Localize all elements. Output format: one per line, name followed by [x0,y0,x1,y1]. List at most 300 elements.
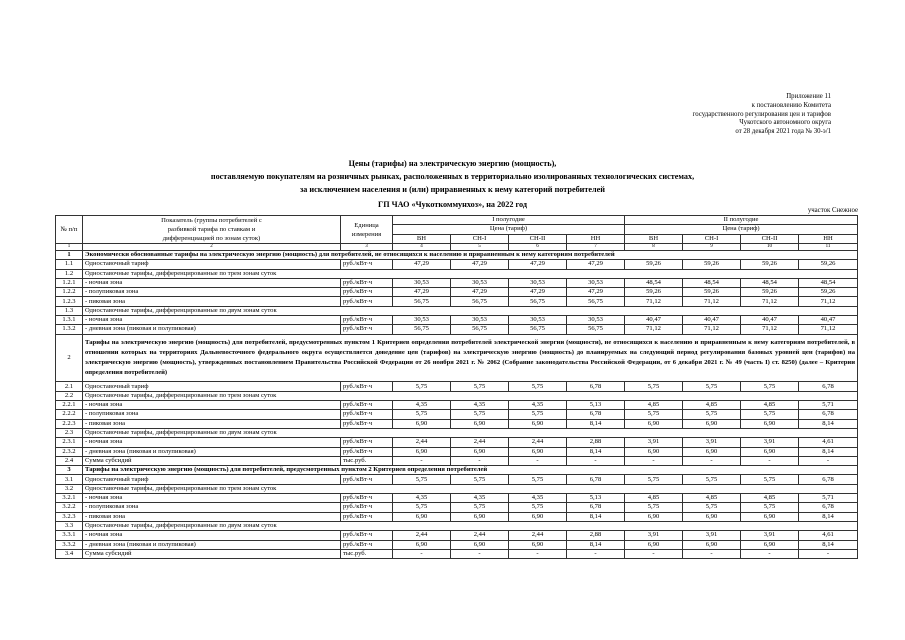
tariff-value: 6,90 [625,540,683,549]
tariff-value: 6,78 [567,382,625,391]
tariff-value: 5,75 [509,475,567,484]
row-indicator: - ночная зона [83,278,341,287]
tariff-value: - [741,549,799,558]
tariff-value: 6,90 [741,540,799,549]
row-unit: руб./кВт·ч [341,410,393,419]
table-row [56,521,858,530]
header-level: НН [799,234,858,243]
tariff-value: 8,14 [799,419,858,428]
row-unit: руб./кВт·ч [341,382,393,391]
tariff-value: 40,47 [741,316,799,325]
row-indicator: - полупиковая зона [83,288,341,297]
tariff-value: - [625,456,683,465]
row-number: 2.2.3 [56,419,83,428]
row-number: 3.1 [56,475,83,484]
table-row [56,503,858,512]
row-number: 3.3 [56,521,83,530]
tariff-value: 3,91 [683,531,741,540]
tariff-value: 8,14 [799,512,858,521]
tariff-value: 5,75 [625,475,683,484]
tariff-value: 40,47 [799,316,858,325]
column-number: 7 [567,244,625,251]
tariff-value: 6,90 [393,512,451,521]
tariff-value: 5,75 [683,410,741,419]
section-heading: Тарифы на электрическую энергию (мощность) для потребителей, предусмотренных пунктом 2 Критериев определения потребителей [83,466,858,475]
document-title [0,157,905,211]
row-indicator: - дневная зона (пиковая и полупиковая) [83,540,341,549]
header-level: СН-I [683,234,741,243]
tariff-value: 56,75 [451,297,509,306]
header-level: ВН [625,234,683,243]
tariff-value: 47,29 [509,260,567,269]
tariff-value: 6,78 [799,503,858,512]
tariff-value: 30,53 [509,316,567,325]
row-indicator: - ночная зона [83,494,341,503]
tariff-value: 59,26 [683,288,741,297]
tariff-value: 71,12 [741,325,799,334]
tariff-value: 48,54 [683,278,741,287]
tariff-value: 4,35 [393,494,451,503]
tariff-value: 30,53 [393,316,451,325]
tariff-value: 2,44 [451,531,509,540]
table-row [56,334,858,382]
tariff-value: 6,90 [393,540,451,549]
tariff-value: 5,75 [741,503,799,512]
tariff-value: 3,91 [683,438,741,447]
column-number: 4 [393,244,451,251]
tariff-value: 48,54 [625,278,683,287]
row-indicator: Сумма субсидий [83,456,341,465]
row-unit: руб./кВт·ч [341,260,393,269]
row-number: 1.3 [56,306,83,315]
header-level: ВН [393,234,451,243]
tariff-table [55,215,858,559]
group-heading: Одноставочные тарифы, дифференцированные по трем зонам суток [83,391,858,400]
row-number: 3.4 [56,549,83,558]
row-number: 2.2 [56,391,83,400]
tariff-value: 47,29 [509,288,567,297]
tariff-value: 6,90 [509,447,567,456]
tariff-value: 8,14 [567,540,625,549]
tariff-value: 4,35 [393,401,451,410]
table-row [56,466,858,475]
tariff-value: 8,14 [567,419,625,428]
header-price-1: Цена (тариф) [393,225,625,234]
tariff-value: 59,26 [683,260,741,269]
table-body [56,251,858,559]
row-number: 1 [56,251,83,260]
row-indicator: - пиковая зона [83,297,341,306]
column-number: 11 [799,244,858,251]
tariff-value: 5,75 [683,503,741,512]
column-number: 2 [83,244,341,251]
tariff-value: 6,90 [683,419,741,428]
tariff-value: 6,78 [567,475,625,484]
group-heading: Одноставочные тарифы, дифференцированные по двум зонам суток [83,306,858,315]
row-unit: руб./кВт·ч [341,297,393,306]
tariff-value: - [509,549,567,558]
tariff-value: 30,53 [451,316,509,325]
tariff-value: 2,88 [567,438,625,447]
tariff-value: - [799,456,858,465]
row-unit: руб./кВт·ч [341,438,393,447]
header-indicator [83,216,341,244]
tariff-value: 47,29 [393,288,451,297]
table-row [56,456,858,465]
tariff-value: 30,53 [567,316,625,325]
table-row [56,278,858,287]
tariff-value: 6,78 [567,410,625,419]
row-number: 1.2.1 [56,278,83,287]
title-line: поставляемую покупателям на розничных рынках, расположенных в территориально изолированных технологических системах, [210,172,695,182]
tariff-value: 71,12 [683,297,741,306]
header-indicator-line: разбивкой тарифа по ставкам и [167,226,256,233]
tariff-value: 4,85 [741,401,799,410]
tariff-value: - [683,456,741,465]
row-unit: руб./кВт·ч [341,494,393,503]
tariff-value: 56,75 [509,297,567,306]
row-number: 1.3.2 [56,325,83,334]
tariff-value: 71,12 [741,297,799,306]
tariff-value: 2,44 [393,438,451,447]
table-row [56,251,858,260]
row-unit: тыс.руб. [341,549,393,558]
tariff-value: 6,90 [393,419,451,428]
tariff-value: 47,29 [451,288,509,297]
tariff-value: 5,75 [741,475,799,484]
row-indicator: - пиковая зона [83,419,341,428]
tariff-value: 5,13 [567,494,625,503]
tariff-value: 5,75 [393,382,451,391]
table-row [56,512,858,521]
tariff-value: 3,91 [741,531,799,540]
header-price-2: Цена (тариф) [625,225,858,234]
table-row [56,484,858,493]
organization-title: ГП ЧАО «Чукоткоммунхоз», на 2022 год [377,199,528,209]
appendix-block [631,93,831,137]
row-unit: руб./кВт·ч [341,475,393,484]
region-label: участок Снежное [807,207,858,214]
table-row [56,531,858,540]
header-num [56,216,83,244]
row-number: 2 [56,334,83,382]
tariff-value: 6,78 [799,382,858,391]
table-row [56,316,858,325]
tariff-value: 6,90 [451,419,509,428]
column-number: 10 [741,244,799,251]
row-number: 1.2.2 [56,288,83,297]
row-unit: руб./кВт·ч [341,288,393,297]
tariff-value: 5,75 [393,410,451,419]
tariff-value: 4,61 [799,438,858,447]
tariff-value: 30,53 [393,278,451,287]
tariff-value: 56,75 [451,325,509,334]
table-row [56,325,858,334]
table-row [56,447,858,456]
column-number: 9 [683,244,741,251]
tariff-value: 6,90 [625,447,683,456]
tariff-value: 47,29 [567,288,625,297]
tariff-value: 5,75 [625,382,683,391]
tariff-value: 71,12 [625,325,683,334]
row-indicator: - дневная зона (пиковая и полупиковая) [83,325,341,334]
table-row [56,391,858,400]
tariff-value: 56,75 [509,325,567,334]
tariff-value: 30,53 [509,278,567,287]
tariff-value: 40,47 [625,316,683,325]
tariff-value: 6,90 [509,419,567,428]
row-unit: руб./кВт·ч [341,512,393,521]
appendix-line: от 28 декабря 2021 года № 30-э/1 [735,128,831,136]
tariff-value: 5,75 [509,410,567,419]
section-heading: Тарифы на электрическую энергию (мощность) для потребителей, предусмотренных пунктом 1 Критериев определения потребителей электрической энергии (мощности), не относящихся к населению и приравненным к нему категориям потребителей, в отношении которых на территориях Дальневосточного федерального округа осуществляется доведение цен (тарифов) на электрическую энергию (мощность) до планируемых на следующий период регулирования базовых уровней цен (тарифов) на электрическую энергию (мощность), утвержденных постановлением Правительства Российской Федерации от 26 ноября 2021 г. № 2062 (Собрание законодательства Российской Федерации, от 6 декабря 2021 г. № 49 (часть I) ст. 8250) (далее – Критерии определения потребителей) [83,334,858,382]
row-number: 2.2.1 [56,401,83,410]
header-indicator-line: Показатель (группы потребителей с [161,217,262,224]
table-row [56,288,858,297]
row-unit: руб./кВт·ч [341,401,393,410]
tariff-value: 6,78 [567,503,625,512]
title-line: Цены (тарифы) на электрическую энергию (мощность), [348,159,557,168]
row-unit: руб./кВт·ч [341,540,393,549]
row-indicator: - ночная зона [83,316,341,325]
tariff-value: 5,75 [393,475,451,484]
tariff-value: 30,53 [567,278,625,287]
tariff-value: 6,90 [509,512,567,521]
appendix-line: Чукотского автономного округа [739,119,831,127]
row-indicator: - ночная зона [83,438,341,447]
header-level: СН-II [741,234,799,243]
tariff-value: 71,12 [799,325,858,334]
table-row [56,297,858,306]
tariff-value: 2,44 [509,438,567,447]
tariff-value: 6,90 [625,419,683,428]
tariff-value: 4,35 [451,494,509,503]
table-row [56,269,858,278]
tariff-value: 6,90 [451,540,509,549]
column-number: 1 [56,244,83,251]
table-row [56,382,858,391]
tariff-value: 5,75 [683,475,741,484]
tariff-value: 47,29 [393,260,451,269]
tariff-value: 5,75 [625,410,683,419]
tariff-value: 5,75 [451,475,509,484]
header-unit-line: Единица [354,221,379,229]
tariff-value: 59,26 [741,288,799,297]
table-row [56,494,858,503]
tariff-value: 6,90 [509,540,567,549]
tariff-value: 40,47 [683,316,741,325]
row-number: 2.2.2 [56,410,83,419]
tariff-value: 6,78 [799,475,858,484]
tariff-value: 5,75 [451,503,509,512]
tariff-value: 6,90 [451,512,509,521]
title-line: за исключением населения и (или) приравненных к нему категорий потребителей [300,185,605,195]
row-number: 3.3.2 [56,540,83,549]
section-heading: Экономически обоснованные тарифы на электрическую энергию (мощность) для потребителей, не относящихся к населению и приравненным к нему категориям потребителей [83,251,858,260]
header-level: СН-II [509,234,567,243]
tariff-value: - [683,549,741,558]
row-indicator: - полупиковая зона [83,410,341,419]
table-row [56,306,858,315]
tariff-value: 4,35 [509,494,567,503]
tariff-value: 56,75 [567,325,625,334]
tariff-value: 2,44 [393,531,451,540]
row-number: 3.2.2 [56,503,83,512]
row-number: 3 [56,466,83,475]
tariff-value: 6,90 [683,447,741,456]
row-unit: руб./кВт·ч [341,316,393,325]
tariff-value: 2,88 [567,531,625,540]
tariff-value: 59,26 [625,288,683,297]
tariff-value: - [799,549,858,558]
tariff-value: 2,44 [451,438,509,447]
tariff-value: 6,90 [741,512,799,521]
row-number: 2.3.2 [56,447,83,456]
column-number: 8 [625,244,683,251]
tariff-value: 5,75 [451,382,509,391]
tariff-value: 5,71 [799,494,858,503]
tariff-value: 4,85 [625,494,683,503]
tariff-value: 3,91 [625,438,683,447]
table-row [56,401,858,410]
row-unit: руб./кВт·ч [341,531,393,540]
tariff-value: - [625,549,683,558]
tariff-value: - [393,549,451,558]
row-number: 1.3.1 [56,316,83,325]
tariff-value: 4,35 [451,401,509,410]
tariff-value: 8,14 [799,447,858,456]
tariff-value: 5,13 [567,401,625,410]
tariff-value: 5,75 [393,503,451,512]
table-row [56,260,858,269]
tariff-value: 71,12 [683,325,741,334]
header-level: СН-I [451,234,509,243]
row-unit: руб./кВт·ч [341,419,393,428]
tariff-value: 48,54 [741,278,799,287]
tariff-value: - [567,549,625,558]
row-number: 2.1 [56,382,83,391]
row-indicator: - полупиковая зона [83,503,341,512]
column-number: 6 [509,244,567,251]
tariff-value: 4,61 [799,531,858,540]
tariff-value: - [567,456,625,465]
row-number: 2.3 [56,428,83,437]
tariff-value: 5,75 [509,382,567,391]
row-unit: руб./кВт·ч [341,278,393,287]
tariff-value: 5,75 [625,503,683,512]
tariff-value: 6,78 [799,410,858,419]
row-number: 1.2 [56,269,83,278]
table-row [56,428,858,437]
tariff-value: 4,35 [509,401,567,410]
tariff-value: 6,90 [741,447,799,456]
tariff-value: 6,90 [683,540,741,549]
row-number: 3.2 [56,484,83,493]
tariff-value: 47,29 [451,260,509,269]
tariff-value: 8,14 [799,540,858,549]
row-number: 2.3.1 [56,438,83,447]
row-indicator: - дневная зона (пиковая и полупиковая) [83,447,341,456]
tariff-value: 71,12 [799,297,858,306]
tariff-value: 3,91 [625,531,683,540]
table-row [56,438,858,447]
tariff-value: 56,75 [393,325,451,334]
table-row [56,549,858,558]
row-indicator: Одноставочный тариф [83,382,341,391]
tariff-value: 6,90 [683,512,741,521]
header-level: НН [567,234,625,243]
tariff-value: 2,44 [509,531,567,540]
tariff-value: 5,75 [451,410,509,419]
row-unit: руб./кВт·ч [341,447,393,456]
tariff-value: 59,26 [799,288,858,297]
group-heading: Одноставочные тарифы, дифференцированные по двум зонам суток [83,428,858,437]
group-heading: Одноставочные тарифы, дифференцированные по трем зонам суток [83,269,858,278]
tariff-value: - [451,549,509,558]
row-number: 3.2.1 [56,494,83,503]
group-heading: Одноставочные тарифы, дифференцированные по трем зонам суток [83,484,858,493]
tariff-value: 6,90 [625,512,683,521]
row-unit: тыс.руб. [341,456,393,465]
appendix-line: к постановлению Комитета [751,101,831,109]
tariff-value: 56,75 [393,297,451,306]
column-number: 5 [451,244,509,251]
tariff-value: 4,85 [683,494,741,503]
row-number: 1.2.3 [56,297,83,306]
tariff-value: 59,26 [741,260,799,269]
header-unit [341,216,393,244]
tariff-value: 5,71 [799,401,858,410]
tariff-value: 8,14 [567,447,625,456]
row-indicator: - ночная зона [83,531,341,540]
tariff-value: 4,85 [741,494,799,503]
header-half-1: I полугодие [393,216,625,225]
header-num-label: № п/п [60,226,78,233]
tariff-value: 5,75 [683,382,741,391]
row-unit: руб./кВт·ч [341,503,393,512]
tariff-value: - [393,456,451,465]
header-unit-line: измерения [351,230,382,238]
table-row [56,419,858,428]
tariff-value: 6,90 [741,419,799,428]
column-number: 3 [341,244,393,251]
row-indicator: Одноставочный тариф [83,260,341,269]
tariff-value: 71,12 [625,297,683,306]
row-unit: руб./кВт·ч [341,325,393,334]
row-number: 3.3.1 [56,531,83,540]
appendix-line: государственного регулирования цен и тарифов [692,110,831,118]
tariff-value: 56,75 [567,297,625,306]
table-row [56,475,858,484]
group-heading: Одноставочные тарифы, дифференцированные по двум зонам суток [83,521,858,530]
appendix-line: Приложение 11 [786,93,831,100]
row-number: 1.1 [56,260,83,269]
row-number: 3.2.3 [56,512,83,521]
tariff-value: 47,29 [567,260,625,269]
tariff-value: 59,26 [799,260,858,269]
tariff-value: - [509,456,567,465]
table-row [56,540,858,549]
tariff-value: - [451,456,509,465]
tariff-value: 4,85 [625,401,683,410]
tariff-value: 5,75 [741,410,799,419]
tariff-value: 3,91 [741,438,799,447]
tariff-value: 8,14 [567,512,625,521]
tariff-value: - [741,456,799,465]
row-number: 2.4 [56,456,83,465]
header-half-2: II полугодие [625,216,858,225]
row-indicator: - пиковая зона [83,512,341,521]
